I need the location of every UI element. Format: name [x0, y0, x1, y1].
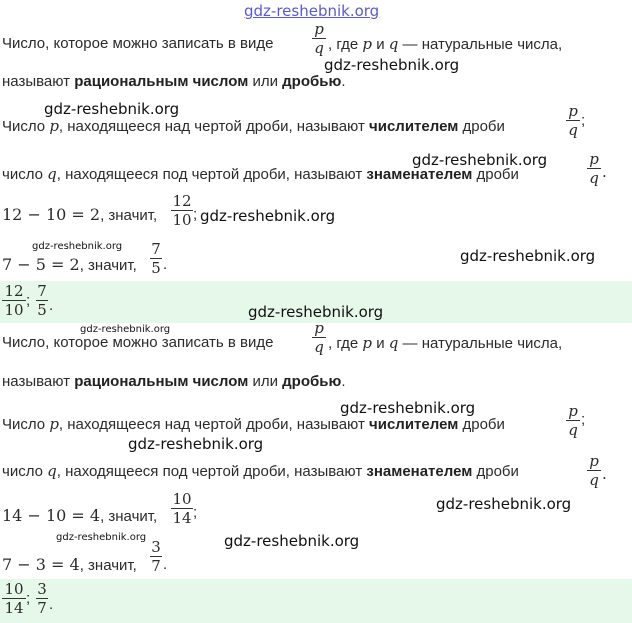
numerator-definition: Число p, находящееся над чертой дроби, называют числителем дроби: [2, 117, 505, 135]
period: .: [49, 297, 54, 314]
watermark: gdz-reshebnik.org: [224, 532, 360, 550]
numerator-definition: Число p, находящееся над чертой дроби, называют числителем дроби: [2, 415, 505, 433]
term-numerator: числителем: [369, 118, 459, 135]
definition-text: Число, которое можно записать в виде: [2, 35, 274, 52]
watermark: gdz-reshebnik.org: [80, 324, 171, 335]
watermark: gdz-reshebnik.org: [56, 532, 147, 543]
definition-line-1b: , где p и q — натуральные числа,: [328, 334, 563, 352]
term-rational-number: рациональным числом: [74, 373, 249, 390]
semicolon: ;: [26, 590, 31, 607]
watermark: gdz-reshebnik.org: [460, 247, 596, 265]
watermark: gdz-reshebnik.org: [128, 435, 264, 453]
fraction-p-over-q: $\frac{p}{q}$: [312, 20, 326, 57]
watermark-top[interactable]: gdz-reshebnik.org: [244, 2, 380, 20]
fraction-p-over-q: $\frac{p}{q}$: [566, 402, 580, 439]
fraction-7-5: $\frac{7}{5}$: [151, 240, 161, 277]
definition-line-2: называют рациональным числом или дробью.: [2, 373, 346, 390]
equation-1: 12 − 10 = 2, значит,: [2, 205, 158, 224]
answer-fraction-10-14: $\frac{10}{14}$: [2, 580, 26, 617]
equation-1: 14 − 10 = 4, значит,: [2, 506, 158, 525]
watermark: gdz-reshebnik.org: [436, 495, 572, 513]
watermark: gdz-reshebnik.org: [248, 303, 384, 321]
term-fraction: дробью: [282, 73, 342, 90]
watermark: gdz-reshebnik.org: [340, 399, 476, 417]
watermark: gdz-reshebnik.org: [44, 100, 180, 118]
term-denominator: знаменателем: [366, 166, 473, 183]
watermark: gdz-reshebnik.org: [200, 207, 336, 225]
term-numerator: числителем: [369, 416, 459, 433]
period: .: [163, 256, 168, 273]
denominator-definition: число q, находящееся под чертой дроби, называют знаменателем дроби: [2, 165, 519, 183]
fraction-p-over-q: $\frac{p}{q}$: [312, 319, 326, 356]
answer-box-2: [0, 579, 632, 623]
semicolon: ;: [26, 292, 31, 309]
watermark: gdz-reshebnik.org: [324, 56, 460, 74]
semicolon: ;: [581, 411, 586, 428]
answer-fraction-12-10: $\frac{12}{10}$: [2, 282, 26, 319]
fraction-10-14: $\frac{10}{14}$: [172, 490, 192, 527]
term-rational-number: рациональным числом: [74, 73, 249, 90]
answer-fraction-3-7: $\frac{3}{7}$: [37, 580, 47, 617]
semicolon: ;: [193, 206, 198, 223]
semicolon: ;: [193, 504, 198, 521]
definition-line-1: [2, 35, 273, 53]
semicolon: ;: [581, 112, 586, 129]
denominator-definition: число q, находящееся под чертой дроби, называют знаменателем дроби: [2, 462, 519, 480]
fraction-p-over-q: p q .: [587, 452, 601, 489]
definition-line-1: Число, которое можно записать в виде: [2, 334, 274, 351]
watermark: gdz-reshebnik.org: [32, 241, 123, 252]
term-fraction: дробью: [282, 373, 342, 390]
equation-2: 7 − 3 = 4, значит,: [2, 555, 137, 574]
watermark: gdz-reshebnik.org: [412, 151, 548, 169]
definition-line-2: называют рациональным числом или дробью.: [2, 73, 346, 90]
fraction-3-7: $\frac{3}{7}$: [151, 538, 161, 575]
answer-fraction-7-5: $\frac{7}{5}$: [37, 282, 47, 319]
definition-line-1b: , где p и q — натуральные числа,: [328, 35, 563, 53]
period: .: [49, 596, 54, 613]
period: .: [163, 556, 168, 573]
fraction-p-over-q: p q .: [587, 150, 601, 187]
equation-2: 7 − 5 = 2, значит,: [2, 255, 137, 274]
fraction-p-over-q: $\frac{p}{q}$: [566, 102, 580, 139]
fraction-12-10: $\frac{12}{10}$: [172, 192, 192, 229]
term-denominator: знаменателем: [366, 463, 473, 480]
